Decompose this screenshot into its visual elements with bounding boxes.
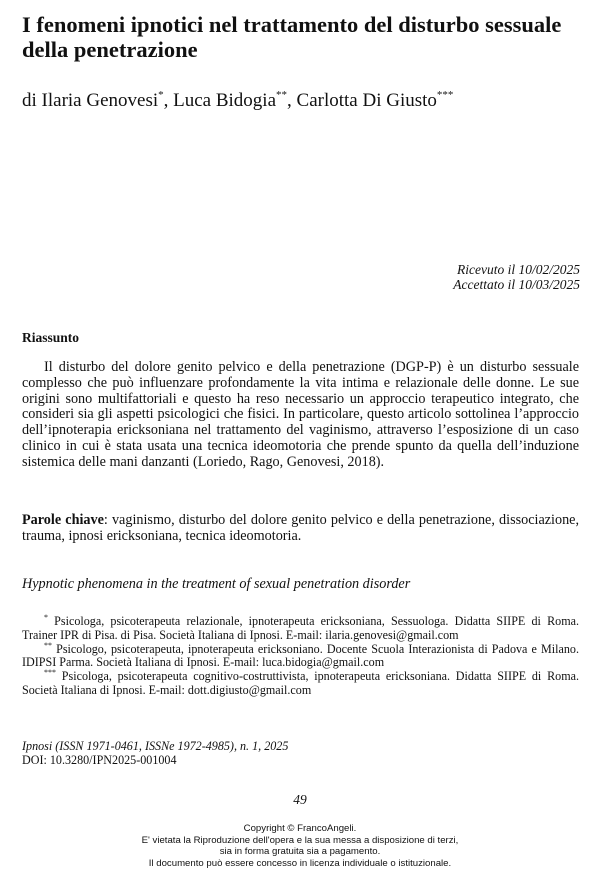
footnote bbox=[22, 670, 579, 698]
footnote-mark: *** bbox=[44, 668, 56, 678]
footnotes bbox=[22, 615, 579, 698]
abstract-heading: Riassunto bbox=[22, 330, 80, 345]
author-name: Ilaria Genovesi bbox=[41, 90, 159, 111]
footnote-mark: *** bbox=[436, 89, 454, 101]
footnote-text: Psicologo, psicoterapeuta, ipnoterapeuta ericksoniano. Docente Scuola Interazionista di Padova e Milano. IDIPSI Parma. Società Italiana di Ipnosi. E-mail: luca.bidogia@gmail.com bbox=[22, 641, 579, 670]
copyright-line: Il documento può essere concesso in licenza individuale o istituzionale. bbox=[148, 857, 452, 869]
article-title: I fenomeni ipnotici nel trattamento del disturbo sessuale della penetrazione bbox=[22, 12, 562, 62]
copyright-notice bbox=[0, 823, 600, 869]
footnote-text: Psicologa, psicoterapeuta relazionale, ipnoterapeuta ericksoniana, Sessuologa. Didatta SIIPE di Roma. Trainer IPR di Pisa. di Pisa. Società Italiana di Ipnosi. E-mail: ilaria.genovesi@gmail.com bbox=[22, 614, 579, 642]
accepted-date: Accettato il 10/03/2025 bbox=[453, 277, 580, 292]
keywords-label: Parole chiave bbox=[22, 512, 104, 528]
page-number: 49 bbox=[293, 792, 307, 807]
doi: DOI: 10.3280/IPN2025-001004 bbox=[22, 752, 177, 767]
journal-citation: Ipnosi (ISSN 1971-0461, ISSNe 1972-4985), n. 1, 2025 bbox=[22, 739, 289, 753]
received-date: Ricevuto il 10/02/2025 bbox=[457, 262, 580, 277]
journal-info bbox=[22, 740, 579, 768]
copyright-line: Copyright © FrancoAngeli. bbox=[243, 823, 357, 834]
author-line: di Ilaria Genovesi*, Luca Bidogia**, Carlotta Di Giusto*** bbox=[22, 89, 454, 111]
footnote-mark: * bbox=[44, 613, 48, 622]
footnote-text: Psicologa, psicoterapeuta cognitivo-costruttivista, ipnoterapeuta ericksoniana. Didatta SIIPE di Roma. Società Italiana di Ipnosi. E-mail: dott.digiusto@gmail.com bbox=[22, 669, 579, 697]
footnote-mark: ** bbox=[276, 89, 288, 101]
footnote bbox=[22, 615, 579, 643]
footnote-mark: * bbox=[158, 89, 164, 101]
keywords bbox=[22, 513, 579, 545]
author-name: Carlotta Di Giusto bbox=[296, 90, 437, 111]
keywords-list: : vaginismo, disturbo del dolore genito pelvico e della penetrazione, dissociazione, trauma, ipnosi ericksoniana, tecnica ideomotoria. bbox=[22, 512, 580, 544]
copyright-line: sia in forma gratuita sia a pagamento. bbox=[219, 846, 381, 858]
footnote-mark: ** bbox=[44, 640, 52, 650]
abstract-text: Il disturbo del dolore genito pelvico e della penetrazione (DGP-P) è un disturbo sessuale complesso che può influenzare profondamente la vita intima e relazionale delle donne. Le sue origini sono multifattoriali e questo ha reso necessario un approccio terapeutico integrato, che consideri sia gli aspetti psicologici che fisici. In particolare, questo articolo sottolinea l’approccio dell’ipnoterapia ericksoniana nel trattamento del vaginismo, attraverso l’esposizione di un caso clinico in cui è stata usata una tecnica ideomotoria che prende spunto da quella dell’induzione sistemica delle mani danzanti (Loriedo, Rago, Genovesi, 2018). bbox=[22, 359, 579, 470]
english-title: Hypnotic phenomena in the treatment of sexual penetration disorder bbox=[22, 576, 411, 592]
footnote bbox=[22, 640, 579, 671]
copyright-line: E' vietata la Riproduzione dell'opera e la sua messa a disposizione di terzi, bbox=[141, 834, 459, 846]
submission-dates bbox=[453, 262, 580, 292]
author-name: Luca Bidogia bbox=[173, 90, 277, 111]
authors-prefix: di bbox=[22, 90, 37, 111]
